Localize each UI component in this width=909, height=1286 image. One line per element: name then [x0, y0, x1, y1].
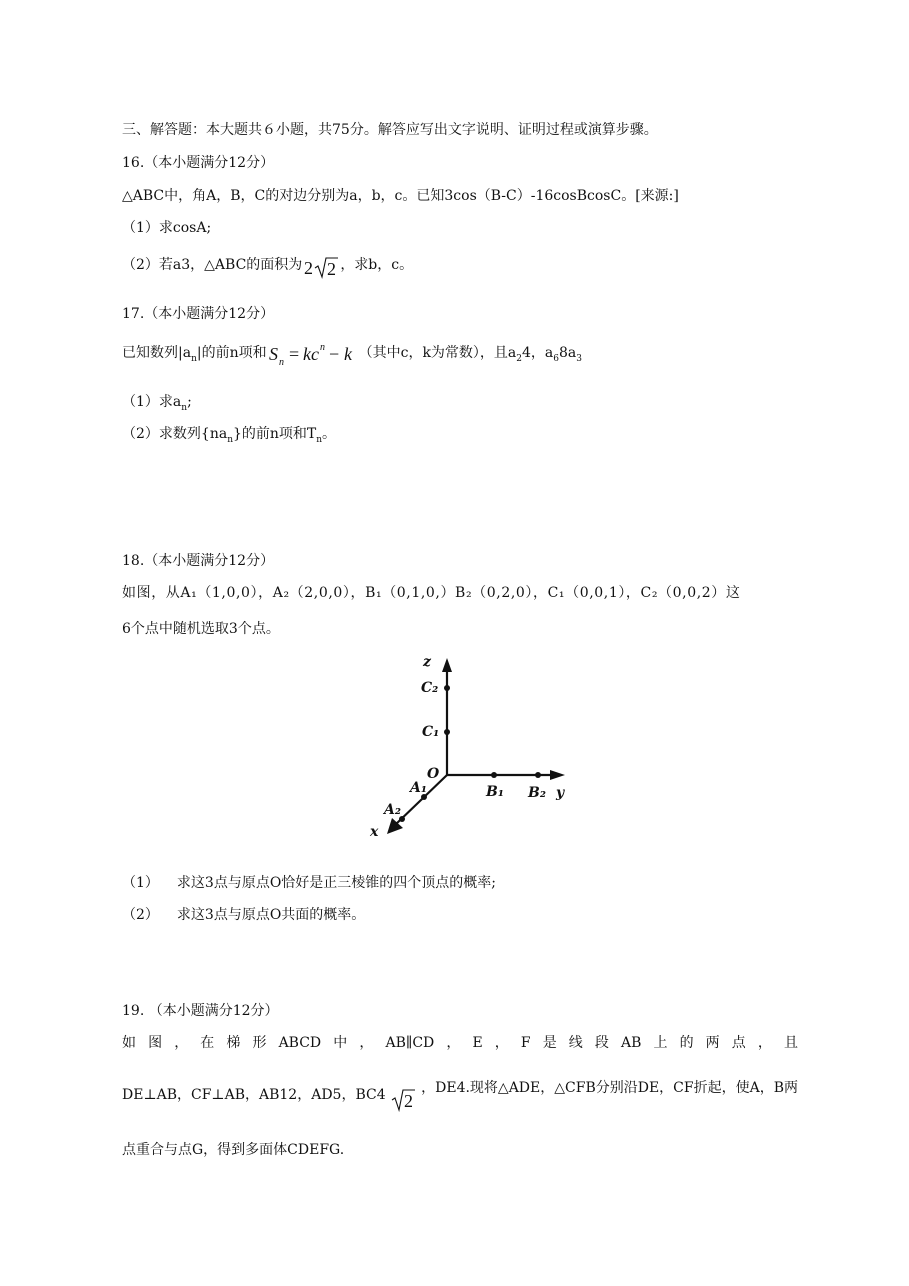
subscript: n [227, 434, 233, 445]
formula-eq: = [288, 344, 299, 364]
q17-title: 17.（本小题满分12分） [122, 306, 275, 322]
formula-s: S [268, 344, 278, 364]
q19-word: 上 [653, 1035, 668, 1051]
q19-word: 且 [783, 1035, 798, 1051]
q19-word: E [472, 1035, 483, 1051]
q17-part1-text: （1）求a [122, 394, 182, 410]
subscript: n [181, 402, 188, 413]
q16-part2-tail: ，求b，c。 [340, 257, 414, 273]
q16-stem: △ABC中，角A，B，C的对边分别为a，b，c。已知3cos（B-C）-16cosBcosC。[来源:] [122, 188, 679, 204]
q19-word: 两 [705, 1035, 720, 1051]
subscript: n [191, 353, 197, 364]
q16-part2-text: （2）若a3，△ABC的面积为 [122, 257, 303, 273]
q19-word: AB∥CD [385, 1035, 435, 1051]
point-b2 [535, 772, 541, 778]
subscript: 3 [576, 353, 583, 364]
formula-coefficient: 2 [304, 258, 314, 278]
q19-word: 段 [594, 1035, 609, 1051]
q19-word: 中 [333, 1035, 348, 1051]
q19-word: ， [494, 1035, 509, 1051]
y-arrow-icon [550, 770, 565, 780]
q16-area-formula [302, 250, 340, 280]
q17-stem [122, 338, 582, 369]
q19-word: AB [620, 1035, 642, 1051]
q17-part2 [122, 424, 336, 450]
q17-stem-text: 8a [559, 345, 577, 361]
q19-word: ABCD [278, 1035, 322, 1051]
section-header: 三、解答题：本大题共６小题，共75分。解答应写出文字说明、证明过程或演算步骤。 [122, 122, 658, 138]
q18-part2 [122, 905, 365, 925]
q16-title: 16.（本小题满分12分） [122, 155, 275, 171]
q19-sqrt-formula [390, 1078, 416, 1112]
axes-figure [360, 650, 590, 845]
q16-part1: （1）求cosA; [122, 220, 212, 236]
label-b1: B₁ [486, 784, 504, 800]
q18-title: 18.（本小题满分12分） [122, 553, 275, 569]
q17-stem-text: （其中c，k为常数），且a [358, 345, 517, 361]
q17-part1 [122, 392, 192, 418]
label-x: x [370, 824, 379, 840]
label-c1: C₁ [422, 724, 440, 740]
q19-word: 是 [542, 1035, 557, 1051]
q19-word: F [520, 1035, 531, 1051]
q19-line2-text: ，DE4.现将△ADE，△CFB分别沿DE，CF折起，使A，B两 [421, 1080, 798, 1096]
formula-sub-n: n [278, 357, 284, 368]
formula-k: k [343, 344, 352, 364]
q17-part2-text: 。 [322, 426, 337, 442]
q19-word: 点 [731, 1035, 746, 1051]
q19-word: 线 [568, 1035, 583, 1051]
q17-stem-text: 4，a [522, 345, 554, 361]
q19-line3: 点重合与点G，得到多面体CDEFG. [122, 1142, 345, 1158]
q19-word: 的 [679, 1035, 694, 1051]
formula-radicand: 2 [327, 259, 337, 279]
q18-part1-num: （1） [122, 875, 159, 891]
label-y: y [556, 785, 565, 801]
label-a1: A₁ [410, 780, 427, 796]
q18-part2-num: （2） [122, 907, 159, 923]
q17-part2-text: （2）求数列{na [122, 426, 228, 442]
point-b1 [491, 772, 497, 778]
q19-line2 [122, 1078, 798, 1112]
q19-word: ， [446, 1035, 461, 1051]
q17-part1-text: ; [187, 394, 192, 410]
q19-word: 形 [252, 1035, 267, 1051]
q19-word: ， [757, 1035, 772, 1051]
q17-sum-formula [267, 338, 359, 368]
q18-part1 [122, 873, 496, 893]
formula-kc: kc [302, 344, 319, 364]
q18-stem-line2: 6个点中随机选取3个点。 [122, 621, 280, 637]
subscript: 6 [553, 353, 560, 364]
subscript: 2 [516, 353, 523, 364]
formula-minus: − [328, 344, 339, 364]
q17-stem-text: 已知数列|a [122, 345, 192, 361]
q19-word: ， [359, 1035, 374, 1051]
point-c2 [444, 685, 450, 691]
q19-line2-head [122, 1078, 416, 1112]
label-b2: B₂ [528, 785, 546, 801]
q19-word: 在 [200, 1035, 215, 1051]
label-z: z [423, 654, 431, 670]
q19-word: 梯 [226, 1035, 241, 1051]
q16-part2 [122, 250, 413, 280]
formula-sup-n: n [319, 342, 325, 353]
q19-word: ， [174, 1035, 189, 1051]
label-c2: C₂ [421, 680, 439, 696]
q19-line1 [122, 1033, 798, 1053]
q19-word: 图 [148, 1035, 163, 1051]
q17-part2-text: }的前n项和T [232, 426, 317, 442]
q18-part1-text: 求这3点与原点O恰好是正三棱锥的四个顶点的概率; [176, 875, 497, 891]
q19-line2-text: DE⊥AB，CF⊥AB，AB12，AD5，BC4 [122, 1087, 386, 1103]
q18-part2-text: 求这3点与原点O共面的概率。 [176, 907, 366, 923]
formula-radicand: 2 [403, 1091, 413, 1111]
subscript: n [316, 434, 323, 445]
q17-stem-text: |的前n项和 [196, 345, 267, 361]
label-o: O [427, 766, 440, 782]
q19-title: 19. （本小题满分12分） [122, 1003, 279, 1019]
z-arrow-icon [442, 658, 452, 672]
point-c1 [444, 729, 450, 735]
q18-stem-line1: 如图，从A₁（1,0,0），A₂（2,0,0），B₁（0,1,0,）B₂（0,2,0），C₁（0,0,1），C₂（0,0,2）这 [122, 585, 741, 601]
label-a2: A₂ [384, 802, 401, 818]
q19-word: 如 [122, 1035, 136, 1051]
